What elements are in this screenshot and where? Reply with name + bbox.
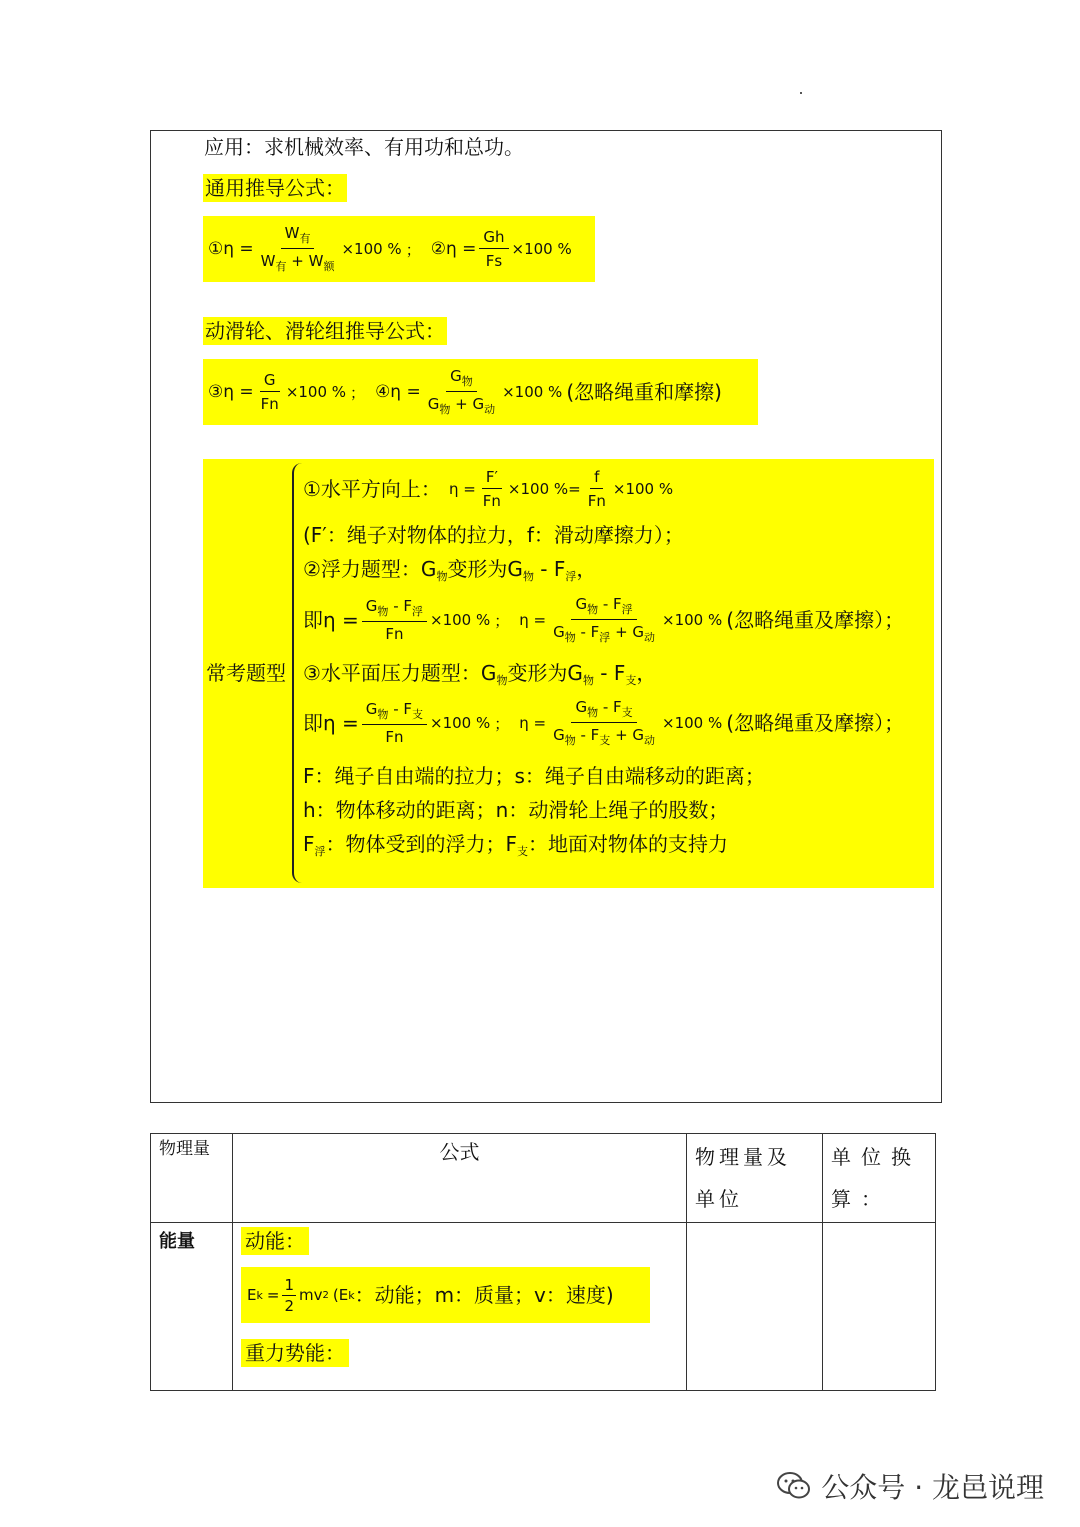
line-horizontal-note: (F′：绳子对物体的拉力，f：滑动摩擦力）； xyxy=(303,523,684,547)
line-buoyancy: ②浮力题型：$G_物$变形为$G_物 - F_浮$， xyxy=(303,557,597,583)
energy-conversion-cell xyxy=(823,1223,936,1391)
header-unit-conversion: 单位换算： xyxy=(823,1134,936,1223)
wechat-icon xyxy=(777,1472,811,1500)
pulley-formulas: ③η = $\frac{G}{Fn}$ ×100 % ； ④η = $\frac{G_物}{G_物 + G_动}$ ×100 % (忽略绳重和摩擦) xyxy=(203,359,758,425)
application-text: 应用：求机械效率、有用功和总功。 xyxy=(204,135,524,159)
fraction-3: $\frac{G}{Fn}$ xyxy=(260,371,279,413)
watermark-text: 公众号 · 龙邑说理 xyxy=(821,1471,1044,1504)
kinetic-title: 动能： xyxy=(241,1227,309,1255)
fraction-2: $\frac{Gh}{Fs}$ xyxy=(479,228,508,270)
pulley-title: 动滑轮、滑轮组推导公式： xyxy=(205,319,445,343)
kinetic-formula: E k = $\frac{1}{2}$ mv 2 (E k ：动能；m：质量；v：速度) xyxy=(241,1267,650,1323)
general-title: 通用推导公式： xyxy=(205,176,345,200)
line-definitions-1: F：绳子自由端的拉力；s：绳子自由端移动的距离； xyxy=(303,764,765,788)
fraction-4: $\frac{G_物}{G_物 + G_动}$ xyxy=(427,367,496,416)
potential-title: 重力势能： xyxy=(241,1339,349,1367)
energy-units-cell xyxy=(687,1223,823,1391)
common-types-label: 常考题型 xyxy=(206,661,286,685)
line-pressure-formula: 即η = $\frac{G_物 - F_支}{Fn}$ ×100 % ； η = $\frac{G_物 - F_支}{G_物 - F_支 + G_动}$ ×100 % (忽略绳重及摩擦）； xyxy=(303,698,905,747)
energy-formula-cell xyxy=(233,1223,687,1391)
header-quantity: 物理量 xyxy=(151,1134,233,1223)
line-definitions-3: $F_浮$：物体受到的浮力；$F_支$：地面对物体的支持力 xyxy=(303,832,729,858)
stray-dot xyxy=(800,92,802,94)
energy-table xyxy=(150,1133,936,1391)
line-horizontal: ①水平方向上： η = $\frac{F'}{Fn}$ ×100 % = $\frac{f}{Fn}$ ×100 % xyxy=(303,468,674,510)
fraction-1: $\frac{W_有}{W_有 + W_额}$ xyxy=(260,224,335,273)
line-buoyancy-formula: 即η = $\frac{G_物 - F_浮}{Fn}$ ×100 % ； η = $\frac{G_物 - F_浮}{G_物 - F_浮 + G_动}$ ×100 % (忽略绳重及摩擦）； xyxy=(303,595,905,644)
header-quantity-unit: 物理量及单位 xyxy=(687,1134,823,1223)
row-label-energy: 能量 xyxy=(151,1223,233,1391)
general-formulas: ①η = $\frac{W_有}{W_有 + W_额}$ ×100 % ； ②η = $\frac{Gh}{Fs}$ ×100 % xyxy=(203,216,595,282)
line-definitions-2: h：物体移动的距离；n：动滑轮上绳子的股数； xyxy=(303,798,729,822)
header-formula: 公式 xyxy=(233,1134,687,1223)
line-pressure: ③水平面压力题型：$G_物$变形为$G_物 - F_支$， xyxy=(303,661,657,687)
watermark xyxy=(777,1466,1044,1506)
